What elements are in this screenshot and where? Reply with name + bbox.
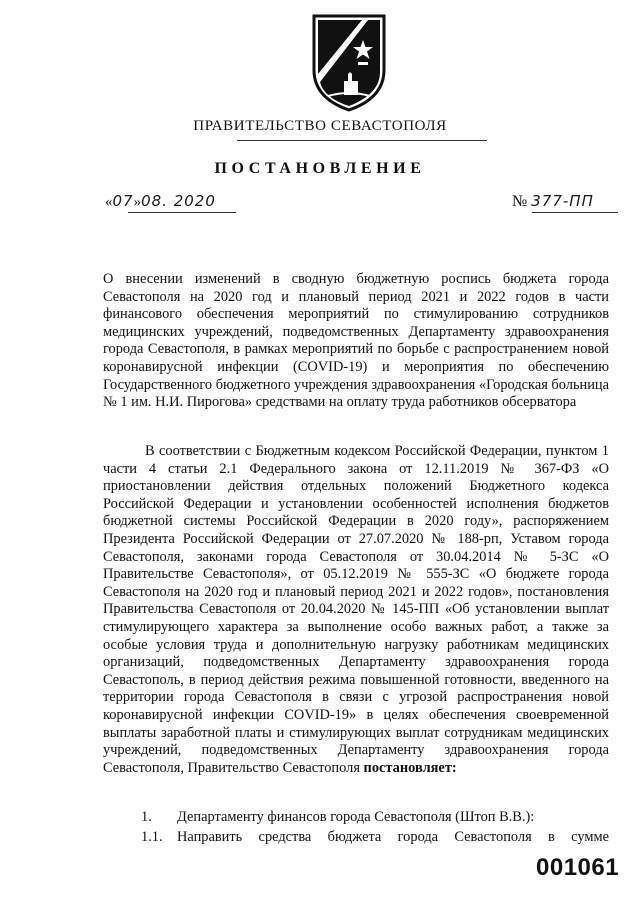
date-month-year: 08. 2020 (141, 192, 216, 210)
item-number: 1. (141, 809, 152, 825)
date-close-quote: » (133, 194, 142, 210)
document-type: ПОСТАНОВЛЕНИЕ (214, 160, 426, 177)
serial-number: 001061 (536, 854, 620, 881)
date-open-quote: « (105, 194, 113, 210)
date-day: 07 (112, 192, 134, 210)
number-sign: № (512, 193, 528, 210)
government-name: ПРАВИТЕЛЬСТВО СЕВАСТОПОЛЯ (193, 118, 447, 134)
decree-title: О внесении изменений в сводную бюджетную роспись бюджета города Севастополя на 2020 год и плановый период 2021 и 2022 годов в части финансового обеспечения мероприятий по стимулированию сотрудников медицинских учреждений, подведомственных Департаменту здравоохранения города Севастополя, в рамках мероприятий по борьбе с распространением новой коронавирусной инфекции (COVID-19) и мероприятия по обеспечению Государственного бюджетного учреждения здравоохранения «Городская больница № 1 им. Н.И. Пирогова» средствами на оплату труда работников обсерватора (103, 271, 609, 411)
number-underline (532, 212, 618, 213)
date-number-row (0, 192, 640, 216)
resolves-word: постановляет: (363, 759, 457, 776)
item-number: 1.1. (141, 829, 163, 845)
sevastopol-coat-of-arms (310, 12, 388, 112)
government-underline (237, 140, 487, 141)
decree-number (512, 192, 594, 211)
decree-date (105, 192, 216, 211)
date-underline (128, 212, 236, 213)
number-value: 377-ПП (531, 192, 594, 210)
item-text: Департаменту финансов города Севастополя (Штоп В.В.): (177, 809, 535, 825)
preamble-text: В соответствии с Бюджетным кодексом Российской Федерации, пунктом 1 части 4 статьи 2.1 Федерального закона от 12.11.2019 № 367-ФЗ «О приостановлении действия отдельных положений Бюджетного кодекса Российской Федерации и установлении особенностей исполнения бюджетов бюджетной системы Российской Федерации в 2020 году», распоряжением Президента Российской Федерации от 27.07.2020 № 188-рп, Уставом города Севастополя, законами города Севастополя от 30.04.2014 № 5-ЗС «О Правительстве Севастополя», от 05.12.2019 № 555-ЗС «О бюджете города Севастополя на 2020 год и плановый период 2021 и 2022 годов», постановления Правительства Севастополя от 20.04.2020 № 145-ПП «Об установлении выплат стимулирующего характера за выполнение особо важных работ, а также за особые условия труда и дополнительную нагрузку работникам медицинских организаций, подведомственных Департаменту здравоохранения города Севастополь, в период действия режима повышенной готовности, введенного на территории города Севастополя в связи с угрозой распространения новой коронавирусной инфекции COVID-19» в целях обеспечения своевременной выплаты заработной платы и стимулирующих выплат сотрудникам медицинских учреждений, подведомственных Департаменту здравоохранения города Севастополя, Правительство Севастополя (103, 443, 609, 776)
preamble-paragraph (103, 443, 609, 777)
item-text: Направить средства бюджета города Севастополя в сумме (177, 829, 609, 845)
